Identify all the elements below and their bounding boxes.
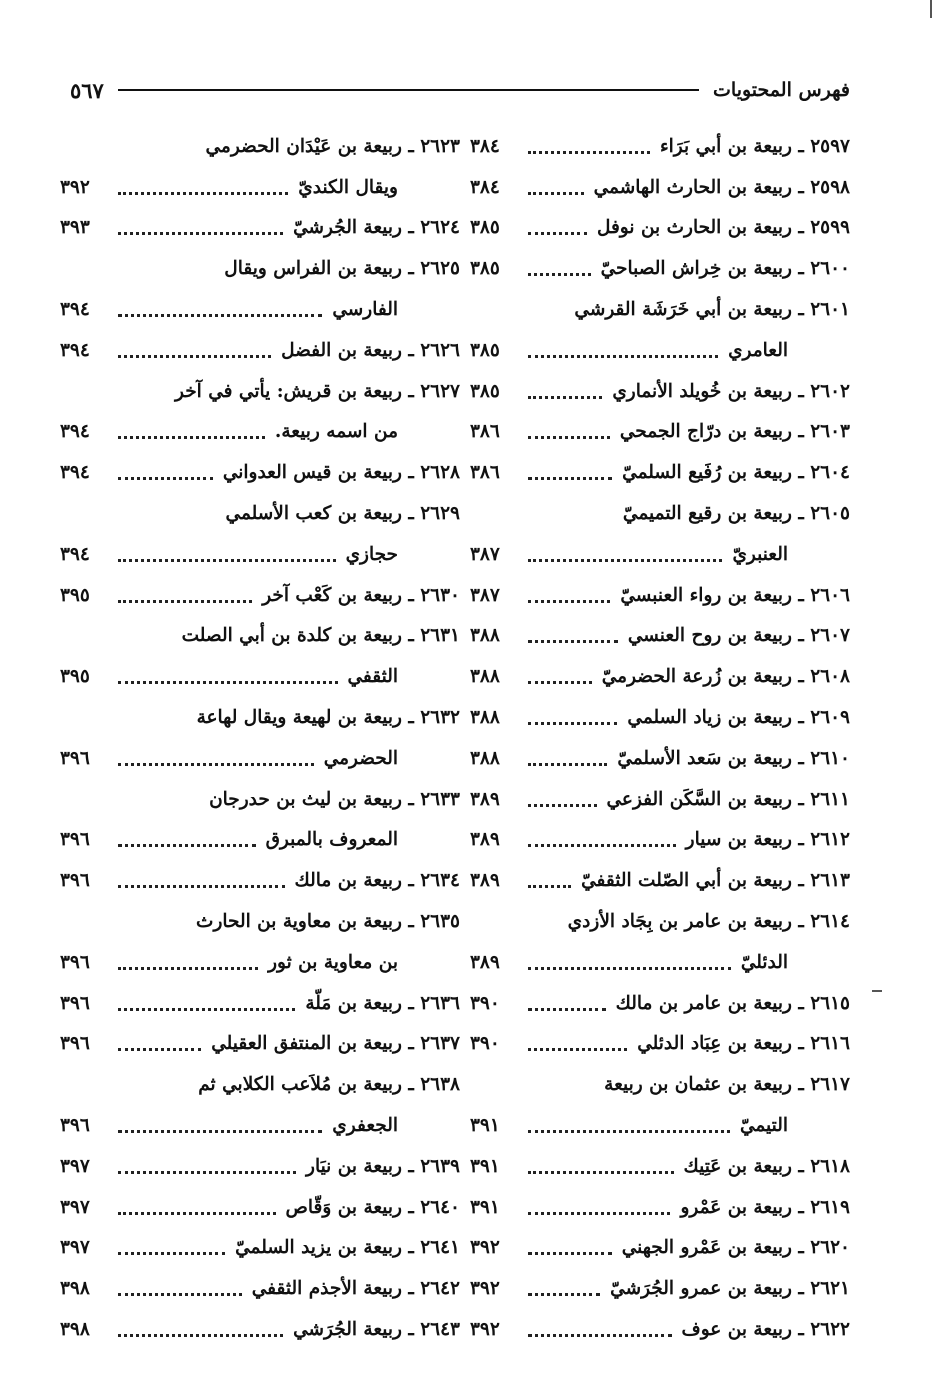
dot-leader bbox=[118, 1334, 283, 1337]
page-number: ٥٦٧ bbox=[70, 77, 104, 103]
index-column-left bbox=[60, 126, 460, 1376]
entry-title: من اسمه ربيعة. bbox=[274, 421, 398, 443]
entry-title: الجعفري bbox=[332, 1115, 398, 1137]
index-entry bbox=[470, 412, 850, 453]
entry-title: ٢٦٣٠ ـ ربيعة بن كَعْب آخر bbox=[262, 584, 460, 606]
entry-page-number: ٣٩٤ bbox=[60, 339, 90, 361]
entry-title: ٢٦٣٨ ـ ربيعة بن مُلاَعب الكلابي ثم bbox=[198, 1074, 460, 1096]
entry-title: ٢٦٤٣ ـ ربيعة الجُرَشي bbox=[293, 1319, 460, 1340]
dot-leader bbox=[528, 151, 650, 154]
entry-title: ٢٦٢٥ ـ ربيعة بن الفراس ويقال bbox=[224, 258, 460, 280]
entry-title: ٢٦٠٧ ـ ربيعة بن روح العنسي bbox=[627, 625, 850, 647]
entry-title: ٢٦٠٦ ـ ربيعة بن رواء العنبسيّ bbox=[620, 584, 850, 606]
dot-leader bbox=[528, 804, 597, 807]
dot-leader bbox=[118, 355, 271, 358]
entry-page-number: ٣٩٣ bbox=[60, 217, 90, 239]
index-entry bbox=[60, 1064, 460, 1105]
entry-title: ٢٦٢٣ ـ ربيعة بن عَيْدَان الحضرمي bbox=[205, 135, 460, 157]
dot-leader bbox=[528, 1048, 627, 1051]
entry-page-number: ٣٨٥ bbox=[470, 258, 500, 280]
entry-page-number: ٣٨٩ bbox=[470, 788, 500, 810]
entry-title: ٢٦٢٤ ـ ربيعة الجُرشيّ bbox=[293, 217, 460, 239]
index-entry bbox=[470, 860, 850, 901]
entry-page-number: ٣٩٢ bbox=[60, 176, 90, 198]
dot-leader bbox=[118, 885, 285, 888]
entry-page-number: ٣٩٢ bbox=[470, 1237, 500, 1259]
index-entry bbox=[470, 1228, 850, 1269]
index-entry bbox=[470, 1187, 850, 1228]
index-entry bbox=[60, 983, 460, 1024]
page-header bbox=[70, 70, 850, 110]
entry-title: ٢٦٣٩ ـ ربيعة بن نيَار bbox=[306, 1155, 460, 1177]
index-entry bbox=[470, 738, 850, 779]
dot-leader bbox=[528, 1130, 730, 1133]
entry-title: ٢٦١٧ ـ ربيعة بن عثمان بن ربيعة bbox=[604, 1074, 850, 1096]
index-entry bbox=[60, 1309, 460, 1350]
entry-title: ٢٦١٦ ـ ربيعة بن عِبَاد الدئلي bbox=[637, 1033, 850, 1055]
entry-title: ٢٦١١ ـ ربيعة بن السَّكَن الفزعي bbox=[606, 788, 850, 810]
entry-page-number: ٣٨٧ bbox=[470, 543, 500, 565]
index-entry bbox=[60, 330, 460, 371]
index-entry bbox=[60, 1187, 460, 1228]
entry-page-number: ٣٨٨ bbox=[470, 625, 500, 647]
index-entry bbox=[470, 575, 850, 616]
dot-leader bbox=[118, 844, 256, 847]
entry-page-number: ٣٨٦ bbox=[470, 421, 500, 443]
entry-title: ٢٦٠٠ ـ ربيعة بن خِراش الصباحيّ bbox=[600, 258, 850, 280]
index-entry bbox=[470, 1146, 850, 1187]
scan-edge-mark bbox=[930, 0, 932, 18]
index-entry bbox=[470, 126, 850, 167]
dot-leader bbox=[118, 192, 288, 195]
index-entry bbox=[470, 820, 850, 861]
entry-page-number: ٣٩١ bbox=[470, 1155, 500, 1177]
dot-leader bbox=[118, 967, 258, 970]
index-entry bbox=[60, 860, 460, 901]
entry-page-number: ٣٩٠ bbox=[470, 1033, 500, 1055]
entry-title: ٢٦٢٩ ـ ربيعة بن كعب الأسلمي bbox=[225, 503, 460, 525]
dot-leader bbox=[528, 192, 584, 195]
entry-page-number: ٣٩٦ bbox=[60, 951, 90, 973]
index-entry bbox=[470, 1024, 850, 1065]
index-entry bbox=[470, 452, 850, 493]
entry-page-number: ٣٨٥ bbox=[470, 380, 500, 402]
dot-leader bbox=[528, 273, 591, 276]
dot-leader bbox=[118, 559, 336, 562]
index-entry bbox=[470, 983, 850, 1024]
entry-title: ٢٦٤٠ ـ ربيعة بن وَقّاص bbox=[285, 1196, 460, 1218]
entry-title: المعروف بالمبرق bbox=[265, 829, 398, 851]
entry-page-number: ٣٩٧ bbox=[60, 1237, 90, 1259]
index-entry bbox=[60, 738, 460, 779]
entry-title: الفارسي bbox=[332, 299, 398, 321]
index-entry bbox=[470, 534, 850, 575]
dot-leader bbox=[118, 1130, 322, 1133]
entry-page-number: ٣٩١ bbox=[470, 1115, 500, 1137]
entry-page-number: ٣٩٢ bbox=[470, 1278, 500, 1300]
entry-title: ٢٦٠٥ ـ ربيعة بن رقيع التميميّ bbox=[622, 503, 850, 525]
index-entry bbox=[60, 901, 460, 942]
dot-leader bbox=[118, 232, 283, 235]
entry-page-number: ٣٨٤ bbox=[470, 176, 500, 198]
entry-page-number: ٣٩٤ bbox=[60, 299, 90, 321]
scan-margin-mark bbox=[872, 990, 882, 992]
index-entry bbox=[60, 1105, 460, 1146]
dot-leader bbox=[528, 1008, 606, 1011]
entry-page-number: ٣٩٢ bbox=[470, 1319, 500, 1340]
index-entry bbox=[470, 371, 850, 412]
entry-title: ٢٦٣١ ـ ربيعة بن كلدة بن أبي الصلت bbox=[181, 625, 460, 647]
index-entry bbox=[470, 248, 850, 289]
dot-leader bbox=[528, 763, 607, 766]
entry-title: ٢٦٠٩ ـ ربيعة بن زياد السلمي bbox=[627, 707, 850, 729]
page-title: فهرس المحتويات bbox=[713, 79, 850, 101]
dot-leader bbox=[528, 396, 602, 399]
entry-page-number: ٣٩٥ bbox=[60, 666, 90, 688]
entry-title: بن معاوية بن ثور bbox=[268, 951, 398, 973]
entry-title: ٢٦٤١ ـ ربيعة بن يزيد السلميّ bbox=[235, 1237, 460, 1259]
dot-leader bbox=[528, 436, 610, 439]
entry-page-number: ٣٩٦ bbox=[60, 747, 90, 769]
entry-title: ٢٦١٥ ـ ربيعة بن عامر بن مالك bbox=[615, 992, 850, 1014]
dot-leader bbox=[118, 681, 338, 684]
entry-title: ٢٦١٣ ـ ربيعة بن أبي الصّلت الثقفيّ bbox=[581, 870, 850, 892]
dot-leader bbox=[528, 1334, 672, 1337]
entry-title: ٢٦١٢ ـ ربيعة بن سيار bbox=[685, 829, 850, 851]
dot-leader bbox=[528, 844, 676, 847]
entry-title: ٢٦٣٥ ـ ربيعة بن معاوية بن الحارث bbox=[196, 911, 460, 933]
index-entry bbox=[60, 248, 460, 289]
index-entry bbox=[60, 452, 460, 493]
entry-title: ٢٦٠٨ ـ ربيعة بن زُرعة الحضرميّ bbox=[601, 666, 850, 688]
entry-title: ٢٦٠٤ ـ ربيعة بن رُفَيع السلميّ bbox=[622, 462, 850, 484]
index-entry bbox=[470, 1105, 850, 1146]
index-entry bbox=[470, 289, 850, 330]
index-entry bbox=[60, 820, 460, 861]
entry-page-number: ٣٨٩ bbox=[470, 951, 500, 973]
index-entry bbox=[470, 330, 850, 371]
entry-page-number: ٣٩٨ bbox=[60, 1319, 90, 1340]
dot-leader bbox=[118, 436, 265, 439]
dot-leader bbox=[528, 885, 571, 888]
index-entry bbox=[470, 1309, 850, 1350]
entry-page-number: ٣٨٧ bbox=[470, 584, 500, 606]
entry-page-number: ٣٨٨ bbox=[470, 707, 500, 729]
index-entry bbox=[470, 1064, 850, 1105]
entry-title: ٢٦١٩ ـ ربيعة بن عَمْرو bbox=[680, 1196, 850, 1218]
entry-title: الثقفي bbox=[347, 666, 398, 688]
index-entry bbox=[60, 371, 460, 412]
index-entry bbox=[60, 656, 460, 697]
dot-leader bbox=[528, 1252, 612, 1255]
index-entry bbox=[60, 1024, 460, 1065]
entry-page-number: ٣٩٤ bbox=[60, 543, 90, 565]
entry-title: ٢٦٣٣ ـ ربيعة بن ليث بن حدرجان bbox=[209, 788, 460, 810]
dot-leader bbox=[118, 763, 314, 766]
entry-title: ٢٦٠١ ـ ربيعة بن أبي خَرَشَة القرشي bbox=[574, 299, 850, 321]
entry-page-number: ٣٨٥ bbox=[470, 217, 500, 239]
dot-leader bbox=[528, 355, 718, 358]
dot-leader bbox=[528, 681, 592, 684]
index-entry bbox=[470, 656, 850, 697]
index-entry bbox=[60, 697, 460, 738]
entry-page-number: ٣٨٩ bbox=[470, 870, 500, 892]
index-entry bbox=[60, 1268, 460, 1309]
entry-title: العامري bbox=[728, 339, 788, 361]
entry-page-number: ٣٩٦ bbox=[60, 1033, 90, 1055]
index-entry bbox=[60, 534, 460, 575]
dot-leader bbox=[118, 1293, 242, 1296]
entry-page-number: ٣٩٦ bbox=[60, 1115, 90, 1137]
entry-page-number: ٣٨٦ bbox=[470, 462, 500, 484]
index-entry bbox=[60, 779, 460, 820]
index-entry bbox=[470, 493, 850, 534]
dot-leader bbox=[528, 722, 617, 725]
dot-leader bbox=[528, 1171, 674, 1174]
entry-title: ٢٦٣٤ ـ ربيعة بن مالك bbox=[294, 870, 460, 892]
entry-title: الحضرمي bbox=[323, 747, 398, 769]
index-entry bbox=[60, 289, 460, 330]
entry-page-number: ٣٨٤ bbox=[470, 135, 500, 157]
entry-page-number: ٣٩٠ bbox=[470, 992, 500, 1014]
index-entry bbox=[60, 1228, 460, 1269]
entry-title: ٢٦٣٢ ـ ربيعة بن لهيعة ويقال لهاعة bbox=[196, 707, 460, 729]
entry-page-number: ٣٩٧ bbox=[60, 1196, 90, 1218]
entry-title: ٢٦١٤ ـ ربيعة بن عامر بن بِجَاد الأزدي bbox=[567, 911, 850, 933]
entry-title: ٢٦٢٦ ـ ربيعة بن الفضل bbox=[281, 339, 460, 361]
dot-leader bbox=[528, 1212, 670, 1215]
entry-title: ٢٦٢١ ـ ربيعة بن عمرو الجُرَشيّ bbox=[610, 1278, 850, 1300]
entry-page-number: ٣٨٨ bbox=[470, 666, 500, 688]
entry-title: ٢٥٩٩ ـ ربيعة بن الحارث بن نوفل bbox=[596, 217, 850, 239]
index-entry bbox=[60, 1146, 460, 1187]
entry-title: التيميّ bbox=[739, 1115, 788, 1137]
index-entry bbox=[470, 779, 850, 820]
entry-title: ٢٦١٨ ـ ربيعة بن عَتِيك bbox=[683, 1155, 850, 1177]
index-entry bbox=[60, 167, 460, 208]
index-entry bbox=[470, 167, 850, 208]
dot-leader bbox=[528, 477, 612, 480]
entry-title: ٢٦٢٠ ـ ربيعة بن عَمْرو الجهني bbox=[621, 1237, 850, 1259]
dot-leader bbox=[118, 1048, 201, 1051]
entry-title: ٢٦٢٢ ـ ربيعة بن عوف bbox=[681, 1319, 850, 1340]
dot-leader bbox=[118, 1212, 276, 1215]
dot-leader bbox=[118, 1008, 295, 1011]
entry-page-number: ٣٩٦ bbox=[60, 829, 90, 851]
dot-leader bbox=[118, 1171, 296, 1174]
entry-title: الدئليّ bbox=[740, 951, 788, 973]
index-entry bbox=[470, 616, 850, 657]
dot-leader bbox=[118, 314, 322, 317]
entry-title: العنبريّ bbox=[732, 543, 788, 565]
index-entry bbox=[470, 208, 850, 249]
entry-title: ٢٦٢٧ ـ ربيعة بن قريش: يأتي في آخر bbox=[174, 380, 460, 402]
dot-leader bbox=[528, 640, 618, 643]
entry-page-number: ٣٩٥ bbox=[60, 584, 90, 606]
entry-title: ٢٦٠٢ ـ ربيعة بن خُويلد الأنماري bbox=[612, 380, 850, 402]
header-rule bbox=[118, 89, 699, 91]
entry-title: ٢٦٣٧ ـ ربيعة بن المنتفق العقيلي bbox=[211, 1033, 460, 1055]
index-entry bbox=[470, 1268, 850, 1309]
index-entry bbox=[60, 493, 460, 534]
entry-page-number: ٣٩٧ bbox=[60, 1155, 90, 1177]
index-column-right bbox=[470, 126, 850, 1376]
entry-title: ٢٥٩٧ ـ ربيعة بن أبي بَرَاء bbox=[659, 135, 850, 157]
entry-page-number: ٣٩٦ bbox=[60, 870, 90, 892]
index-entry bbox=[60, 208, 460, 249]
entry-page-number: ٣٩٨ bbox=[60, 1278, 90, 1300]
entry-page-number: ٣٨٩ bbox=[470, 829, 500, 851]
index-entry bbox=[470, 901, 850, 942]
index-entry bbox=[60, 412, 460, 453]
index-entry bbox=[60, 942, 460, 983]
dot-leader bbox=[528, 600, 610, 603]
entry-title: حجازي bbox=[345, 543, 398, 565]
entry-title: ٢٦٣٦ ـ ربيعة بن مَلّة bbox=[305, 992, 460, 1014]
dot-leader bbox=[118, 1252, 225, 1255]
entry-title: ٢٥٩٨ ـ ربيعة بن الحارث الهاشمي bbox=[593, 176, 850, 198]
dot-leader bbox=[118, 600, 252, 603]
index-entry bbox=[470, 942, 850, 983]
entry-title: ويقال الكنديّ bbox=[298, 176, 398, 198]
entry-page-number: ٣٨٥ bbox=[470, 339, 500, 361]
entry-page-number: ٣٨٨ bbox=[470, 747, 500, 769]
entry-page-number: ٣٩١ bbox=[470, 1196, 500, 1218]
index-entry bbox=[60, 575, 460, 616]
index-entry bbox=[60, 616, 460, 657]
dot-leader bbox=[528, 1293, 600, 1296]
dot-leader bbox=[528, 559, 722, 562]
index-entry bbox=[60, 126, 460, 167]
entry-page-number: ٣٩٦ bbox=[60, 992, 90, 1014]
entry-title: ٢٦٤٢ ـ ربيعة الأجذم الثقفي bbox=[251, 1278, 460, 1300]
entry-title: ٢٦٠٣ ـ ربيعة بن درّاج الجمحي bbox=[619, 421, 850, 443]
entry-page-number: ٣٩٤ bbox=[60, 462, 90, 484]
entry-title: ٢٦٢٨ ـ ربيعة بن قيس العدواني bbox=[222, 462, 460, 484]
entry-page-number: ٣٩٤ bbox=[60, 421, 90, 443]
index-entry bbox=[470, 697, 850, 738]
dot-leader bbox=[528, 967, 731, 970]
dot-leader bbox=[528, 232, 587, 235]
entry-title: ٢٦١٠ ـ ربيعة بن سَعد الأسلميّ bbox=[617, 747, 850, 769]
dot-leader bbox=[118, 477, 213, 480]
